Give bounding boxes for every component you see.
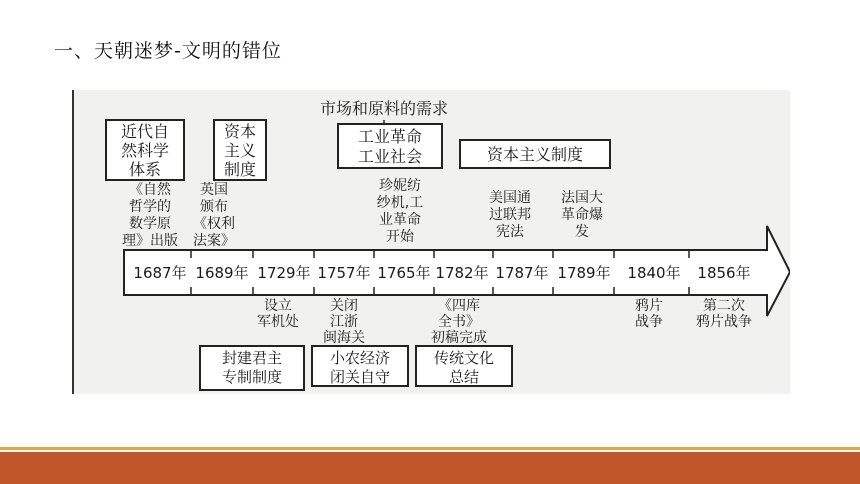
year-label: 1729年: [257, 264, 311, 282]
timeline-diagram: [74, 90, 790, 394]
event-above: 哲学的: [129, 199, 171, 215]
timeline-figure: [72, 90, 790, 394]
event-below: 《四库: [438, 298, 480, 314]
event-above: 颁布: [200, 199, 228, 215]
event-below: 战争: [635, 314, 663, 330]
year-label: 1765年: [377, 264, 431, 282]
bottom-box-text: 传统文化: [433, 349, 495, 367]
year-label: 1782年: [435, 264, 489, 282]
year-label: 1787年: [495, 264, 549, 282]
event-above: 发: [575, 224, 589, 240]
top-box-text: 制度: [223, 160, 257, 179]
event-above: 数学原: [129, 216, 171, 232]
bottom-box-text: 专制制度: [221, 368, 283, 386]
top-box-text: 资本: [223, 122, 257, 141]
event-above: 《自然: [129, 182, 171, 198]
footer-accent-line: [0, 447, 860, 450]
bottom-box-text: 闭关自守: [329, 368, 391, 386]
event-above: 过联邦: [489, 207, 531, 223]
bottom-box-text: 总结: [448, 368, 480, 386]
footer-bar: [0, 452, 860, 484]
year-label: 1687年: [133, 264, 187, 282]
event-below: 第二次: [703, 298, 745, 314]
event-above: 珍妮纺: [379, 178, 421, 194]
top-box-text: 主义: [223, 141, 257, 160]
top-label: 市场和原料的需求: [319, 99, 449, 118]
event-below: 鸦片战争: [696, 314, 752, 330]
year-label: 1689年: [195, 264, 249, 282]
event-below: 全书》: [438, 314, 480, 330]
event-above: 法国大: [561, 190, 603, 206]
bottom-box-text: 小农经济: [329, 349, 391, 367]
event-below: 初稿完成: [431, 330, 487, 346]
event-below: 闽海关: [323, 330, 365, 346]
year-label: 1757年: [317, 264, 371, 282]
year-label: 1856年: [697, 264, 751, 282]
event-below: 鸦片: [635, 298, 663, 314]
year-label: 1789年: [557, 264, 611, 282]
event-below: 江浙: [330, 314, 358, 330]
event-above: 美国通: [489, 190, 531, 206]
event-above: 英国: [200, 182, 228, 198]
event-above: 《权利: [193, 216, 235, 232]
event-above: 纱机,工: [376, 195, 424, 211]
event-above: 法案》: [193, 233, 235, 249]
event-above: 开始: [386, 229, 414, 245]
event-above: 革命爆: [561, 207, 603, 223]
top-box-text: 近代自: [120, 122, 170, 141]
year-label: 1840年: [627, 264, 681, 282]
event-below: 军机处: [257, 314, 299, 330]
top-box-text: 体系: [128, 160, 162, 179]
bottom-box-text: 封建君主: [221, 349, 283, 367]
top-box-text: 工业社会: [357, 147, 423, 166]
event-above: 理》出版: [122, 233, 178, 249]
page-title: 一、天朝迷梦-文明的错位: [54, 40, 282, 62]
event-above: 业革命: [379, 212, 421, 228]
event-below: 设立: [264, 298, 292, 314]
top-box-text: 工业革命: [357, 127, 423, 146]
top-box-text: 然科学: [120, 141, 170, 160]
event-above: 宪法: [496, 224, 524, 240]
top-box-text: 资本主义制度: [486, 145, 584, 164]
event-below: 关闭: [330, 298, 358, 314]
